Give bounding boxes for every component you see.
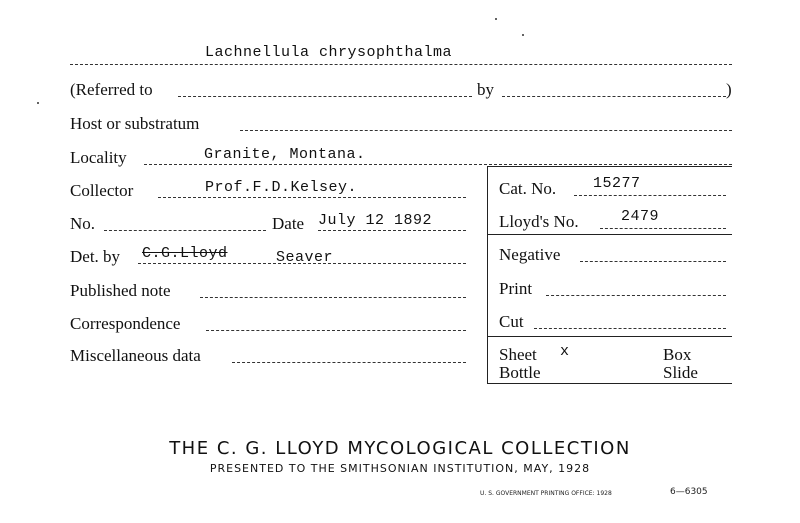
no-label: No. [70,214,96,233]
referred-to-line [178,96,472,97]
correspondence-line [206,330,466,331]
by-line [502,96,726,97]
slide-label: Slide [663,363,698,382]
print-line [546,295,726,296]
by-label: by [477,80,494,99]
sheet-mark: x [560,343,570,360]
correspondence-label: Correspondence [70,314,181,333]
det-by-label: Det. by [70,247,121,266]
print-label: Print [499,279,533,298]
date-value: July 12 1892 [318,212,433,229]
close-paren: ) [726,80,732,99]
no-line [104,230,266,231]
lloyds-no-label: Lloyd's No. [499,212,579,231]
misc-data-line [232,362,466,363]
right-panel-border [487,166,488,384]
locality-value: Granite, Montana. [204,146,366,163]
collection-title: THE C. G. LLOYD MYCOLOGICAL COLLECTION [169,438,631,459]
speck [495,18,497,20]
cut-line [534,328,726,329]
lloyds-no-line [600,228,726,229]
lloyds-no-value: 2479 [621,208,660,225]
collection-subtitle: PRESENTED TO THE SMITHSONIAN INSTITUTION, MAY, 1928 [209,462,591,475]
speck [37,102,39,104]
sheet-label: Sheet [499,345,537,364]
right-panel-divider [487,234,732,235]
form-number: 6—6305 [670,487,708,497]
locality-label: Locality [70,148,127,167]
printing-office-note: U. S. GOVERNMENT PRINTING OFFICE: 1928 [480,490,612,497]
negative-line [580,261,726,262]
published-note-line [200,297,466,298]
published-note-label: Published note [70,281,171,300]
cat-no-value: 15277 [593,175,641,192]
right-panel-bottom [487,383,732,384]
box-label: Box [663,345,692,364]
date-label: Date [272,214,305,233]
right-panel-divider [487,336,732,337]
date-line [318,230,466,231]
cat-no-line [574,195,726,196]
host-line [240,130,732,131]
det-by-struck-name: C.G.Lloyd [142,245,228,262]
det-by-value: Seaver [276,249,334,266]
collector-label: Collector [70,181,134,200]
collector-line [158,197,466,198]
specimen-name: Lachnellula chrysophthalma [205,44,453,61]
host-label: Host or substratum [70,114,200,133]
cut-label: Cut [499,312,524,331]
bottle-label: Bottle [499,363,541,382]
referred-to-label: (Referred to [70,80,153,99]
cat-no-label: Cat. No. [499,179,557,198]
negative-label: Negative [499,245,561,264]
collector-value: Prof.F.D.Kelsey. [205,179,358,196]
locality-line [144,164,732,165]
speck [522,34,524,36]
misc-data-label: Miscellaneous data [70,346,201,365]
right-panel-top [487,166,732,167]
name-line [70,64,732,65]
